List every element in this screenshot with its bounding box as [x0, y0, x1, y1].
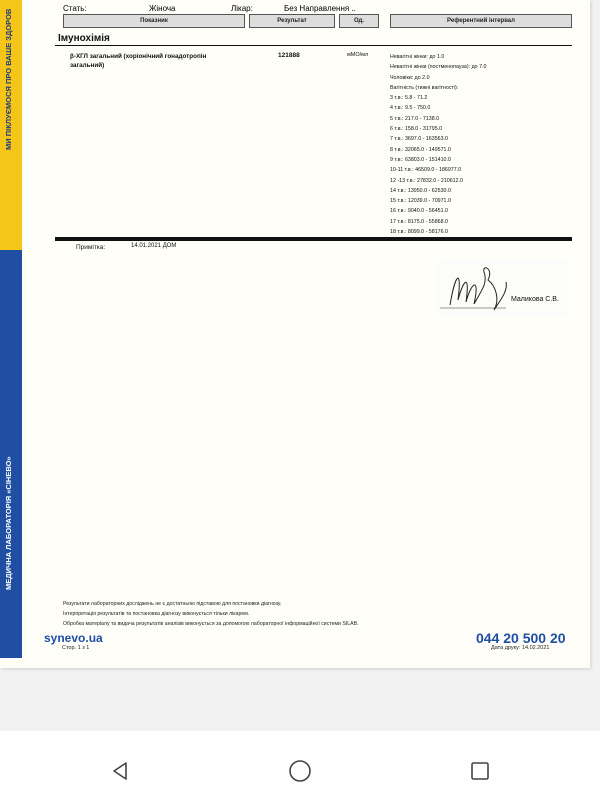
back-triangle-icon	[109, 760, 131, 782]
reference-line: 10-11 т.в.: 46509.0 - 186977.0	[390, 167, 462, 174]
reference-line: 5 т.в.: 217.0 - 7138.0	[390, 115, 440, 122]
test-result: 121888	[278, 52, 300, 59]
disclaimer-line-3: Обробка матеріалу та видача результатів аналізів виконується за допомогою лабораторної інформаційної системи SILAB.	[63, 621, 359, 627]
note-label: Примітка:	[76, 244, 106, 251]
note-value: 14.01.2021 ДОМ	[131, 243, 177, 249]
reference-line: 8 т.в.: 32065.0 - 149571.0	[390, 146, 451, 153]
page-number: Стор. 1 з 1	[62, 645, 90, 651]
column-header-indicator: Показник	[63, 14, 245, 28]
reference-interval-list	[390, 52, 486, 237]
home-circle-icon	[288, 759, 312, 783]
column-header-reference: Референтний інтервал	[390, 14, 572, 28]
doctor-value: Без Направлення ..	[284, 4, 356, 13]
side-lab-name: МЕДИЧНА ЛАБОРАТОРІЯ «СІНЕВО»	[4, 456, 13, 590]
signature-area	[436, 260, 570, 316]
reference-line: 14 т.в.: 13950.0 - 62530.0	[390, 187, 451, 194]
reference-line: Невагітні жінки (постменопауза): до 7.0	[390, 64, 487, 71]
sex-label: Стать:	[63, 4, 87, 13]
reference-line: 18 т.в.: 8099.0 - 58176.0	[390, 229, 448, 236]
test-unit: мМО/мл	[347, 52, 369, 58]
reference-line: Вагітність (тижні вагітності):	[390, 84, 459, 91]
reference-line: 7 т.в.: 3697.0 - 163563.0	[390, 136, 448, 143]
table-end-rule	[55, 237, 572, 241]
signature-image	[436, 260, 570, 316]
sex-value: Жіноча	[149, 4, 176, 13]
reference-line: 6 т.в.: 158.0 - 31795.0	[390, 126, 443, 133]
reference-line: Чоловіки: до 2.0	[390, 74, 430, 81]
phone-number: 044 20 500 20	[476, 630, 566, 646]
doctor-label: Лікар:	[231, 4, 253, 13]
recents-square-icon	[469, 760, 491, 782]
reference-line: Невагітні жінки: до 1.0	[390, 54, 445, 60]
reference-line: 9 т.в.: 63803.0 - 151410.0	[390, 156, 451, 163]
reference-line: 4 т.в.: 9.5 - 750.0	[390, 105, 431, 112]
reference-line: 3 т.в.: 5.8 - 71.2	[390, 95, 428, 102]
disclaimer-line-1: Результати лабораторних досліджень не є достатньою підставою для постановки діагнозу.	[63, 601, 282, 607]
reference-line: 15 т.в.: 12039.0 - 70971.0	[390, 198, 451, 205]
reference-line: 16 т.в.: 9040.0 - 56451.0	[390, 208, 448, 215]
column-header-result: Результат	[249, 14, 335, 28]
section-divider	[55, 45, 572, 46]
side-slogan: МИ ПІКЛУЄМОСЯ ПРО ВАШЕ ЗДОРОВ	[4, 8, 13, 150]
reference-line: 12 -13 т.в.: 27832.0 - 210612.0	[390, 177, 463, 184]
back-button[interactable]	[105, 756, 135, 786]
reference-line: 17 т.в.: 8175.0 - 55868.0	[390, 218, 448, 225]
recents-button[interactable]	[465, 756, 495, 786]
section-title: Імунохімія	[58, 33, 110, 44]
signer-name: Маликова С.В.	[511, 296, 559, 303]
column-header-unit: Од.	[339, 14, 379, 28]
disclaimer-line-2: Інтерпретація результатів та постановка діагнозу виконується тільки лікарем.	[63, 611, 250, 617]
print-date: Дата друку: 14.02.2021	[491, 645, 550, 651]
synevo-logo: synevo.ua	[44, 631, 103, 645]
test-name: β-ХГЛ загальний (хоріонічний гонадотропін загальний)	[70, 53, 207, 69]
home-button[interactable]	[285, 756, 315, 786]
